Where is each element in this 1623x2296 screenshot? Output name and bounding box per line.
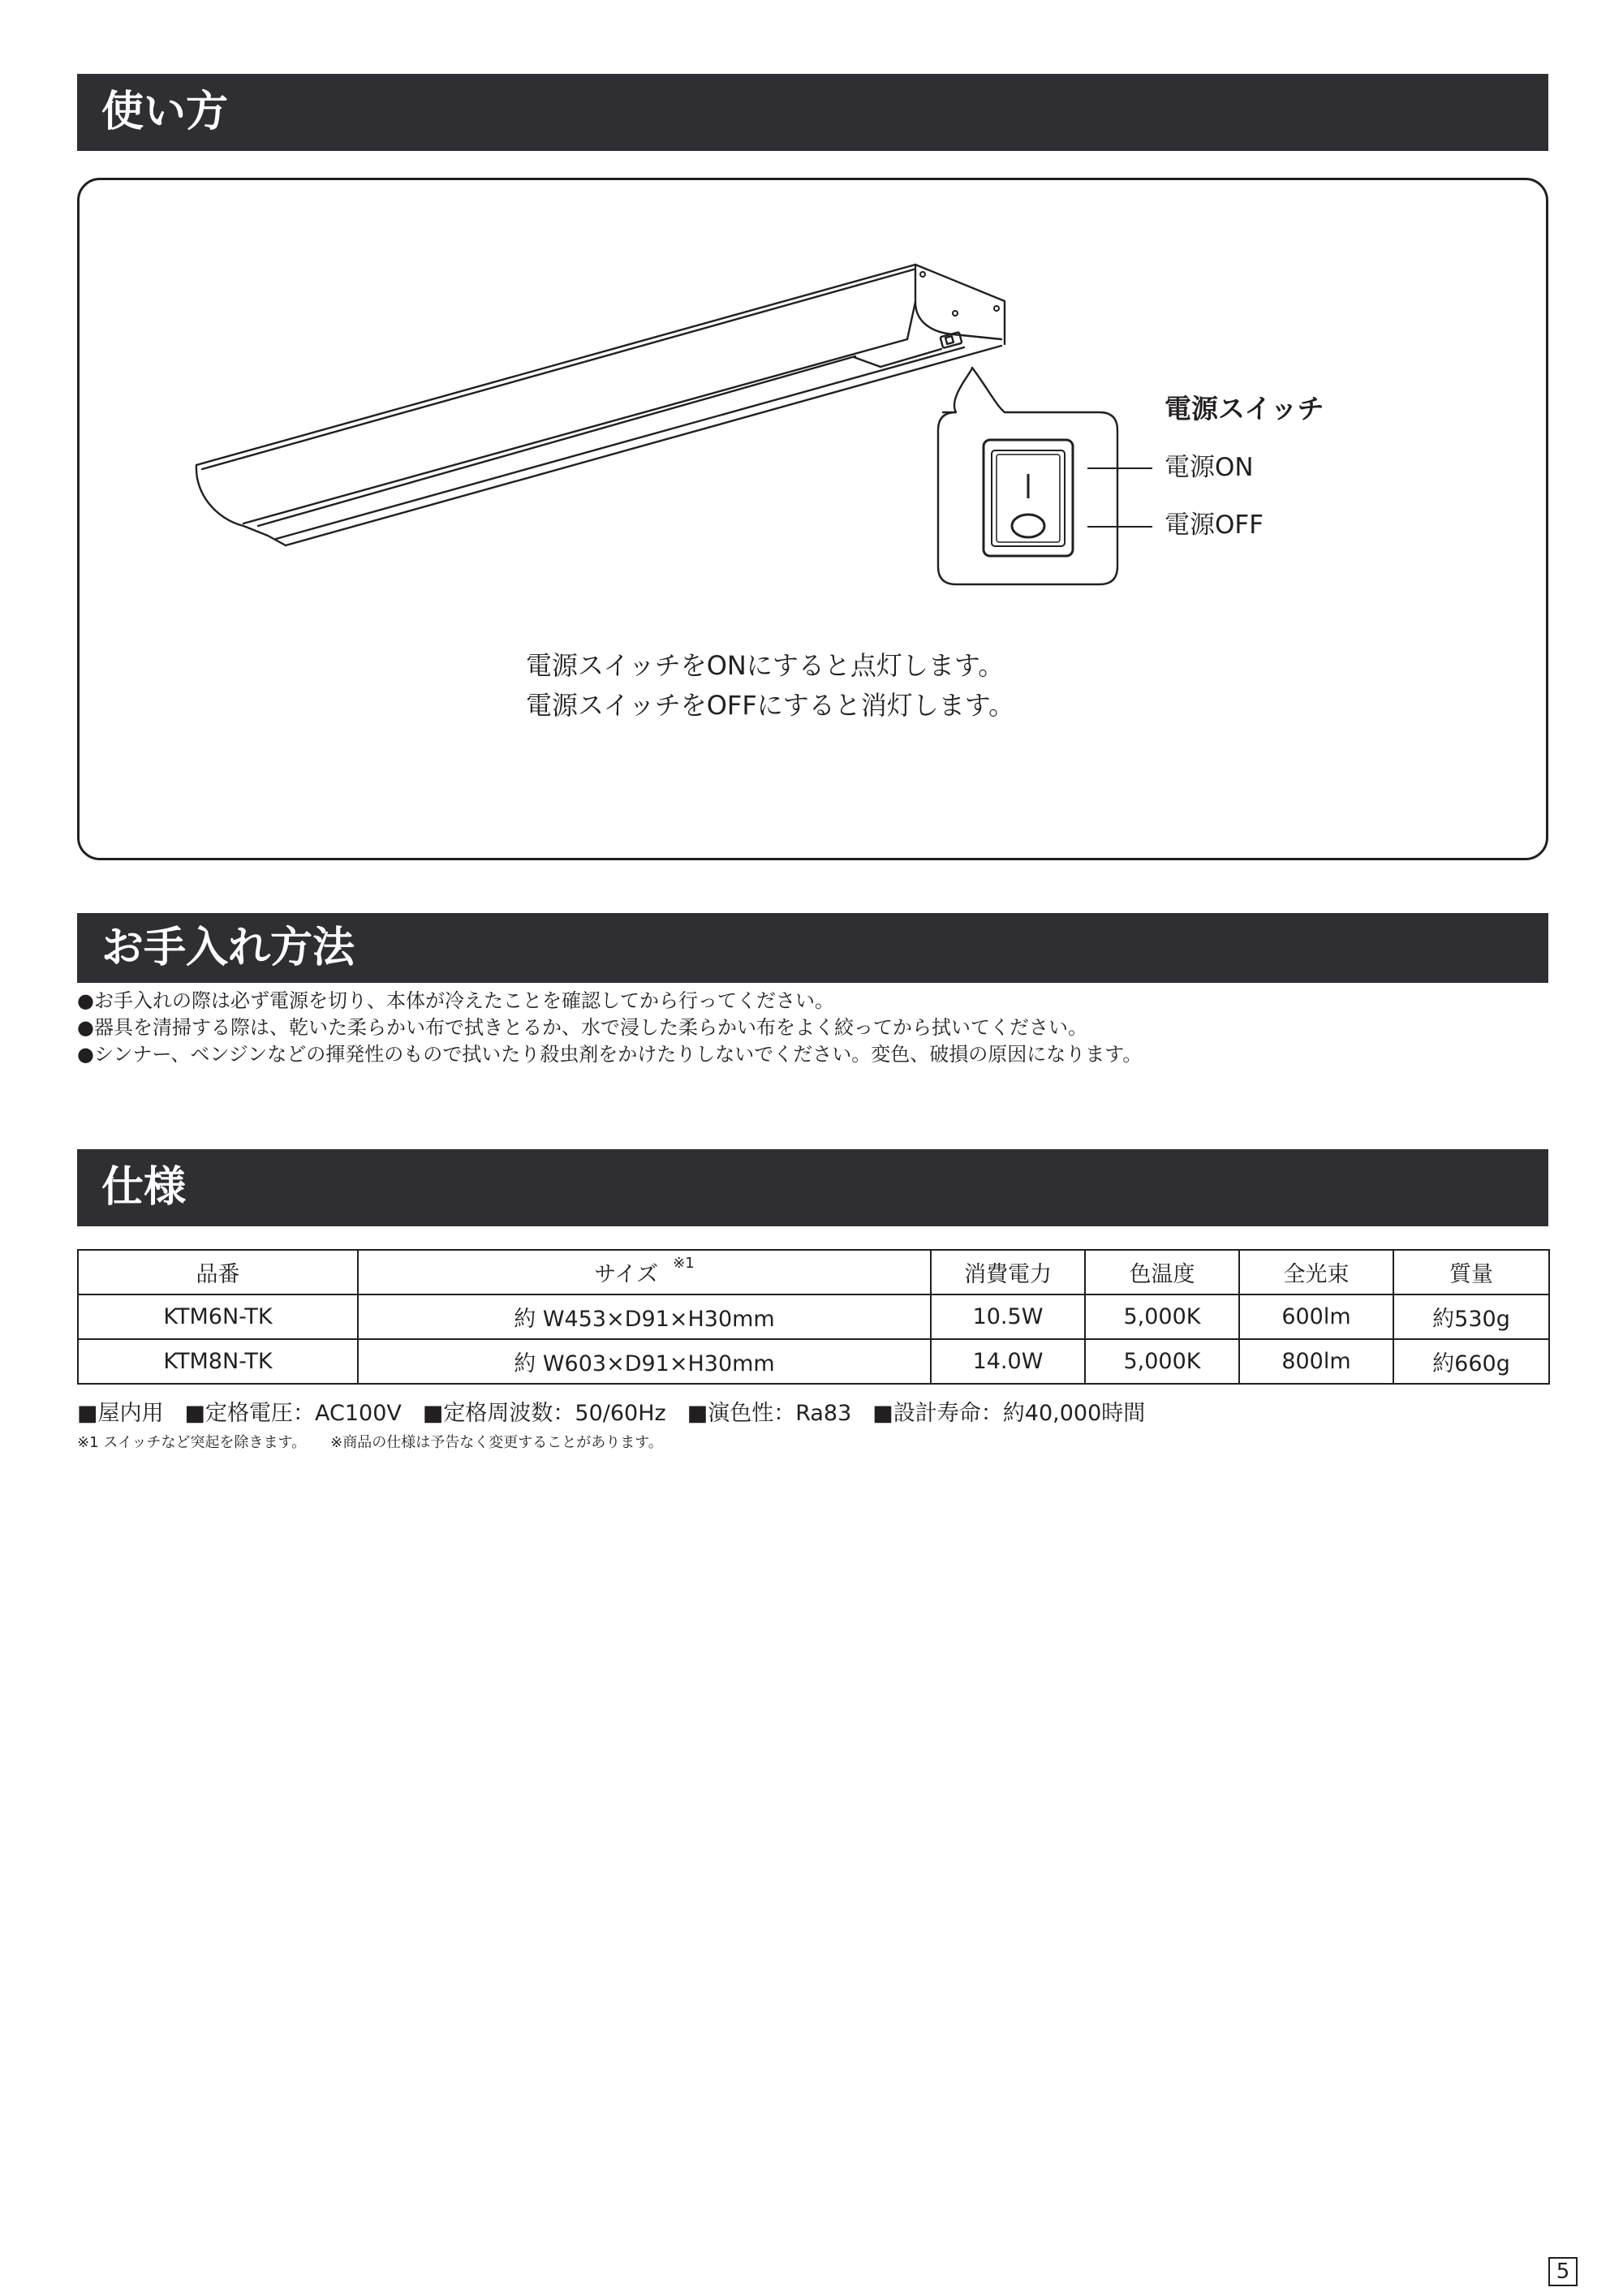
header-color-temp: 色温度	[1085, 1250, 1239, 1294]
cell-color-temp: 5,000K	[1085, 1339, 1239, 1384]
section-title-care: お手入れ方法	[77, 913, 1548, 983]
cell-model: KTM8N-TK	[78, 1339, 358, 1384]
page-number: 5	[1548, 2257, 1578, 2286]
care-item: ● シンナー、ベンジンなどの揮発性のもので拭いたり殺虫剤をかけたりしないでください。変色、破損の原因になります。	[77, 1041, 1142, 1068]
header-power: 消費電力	[931, 1250, 1085, 1294]
cell-power: 10.5W	[931, 1294, 1085, 1339]
spec-note: ■ 演色性：Ra83	[687, 1401, 852, 1426]
cell-luminous-flux: 800lm	[1239, 1339, 1393, 1384]
section-title-usage: 使い方	[77, 74, 1548, 151]
cell-size: 約 W603×D91×H30mm	[358, 1339, 931, 1384]
cell-weight: 約530g	[1393, 1294, 1549, 1339]
spec-notes	[77, 1399, 1166, 1428]
footnote: ※1 スイッチなど突起を除きます。	[77, 1434, 307, 1451]
section-title-spec: 仕様	[77, 1149, 1548, 1226]
table-row	[78, 1294, 1549, 1339]
spec-note: ■ 設計寿命：約40,000時間	[872, 1401, 1145, 1426]
header-size: サイズ $^{※1}$	[358, 1250, 931, 1294]
cell-size: 約 W453×D91×H30mm	[358, 1294, 931, 1339]
spec-table	[77, 1249, 1550, 1385]
cell-weight: 約660g	[1393, 1339, 1549, 1384]
header-weight: 質量	[1393, 1250, 1549, 1294]
footnote: ※商品の仕様は予告なく変更することがあります。	[330, 1434, 663, 1451]
light-fixture-illustration	[0, 0, 1623, 617]
switch-on-label: 電源ON	[1165, 453, 1254, 482]
cell-color-temp: 5,000K	[1085, 1294, 1239, 1339]
usage-instruction-on: 電源スイッチをONにすると点灯します。	[526, 650, 1005, 681]
switch-title: 電源スイッチ	[1165, 393, 1324, 424]
size-note-mark: ※1	[673, 1255, 695, 1272]
care-item: ● 器具を清掃する際は、乾いた柔らかい布で拭きとるか、水で浸した柔らかい布をよく絞ってから拭いてください。	[77, 1014, 1142, 1041]
cell-power: 14.0W	[931, 1339, 1085, 1384]
usage-instruction-off: 電源スイッチをOFFにすると消灯します。	[526, 690, 1015, 721]
cell-model: KTM6N-TK	[78, 1294, 358, 1339]
care-item: ● お手入れの際は必ず電源を切り、本体が冷えたことを確認してから行ってください。	[77, 988, 1142, 1014]
spec-note: ■ 屋内用	[77, 1401, 164, 1426]
care-instructions-list	[77, 988, 1142, 1068]
header-luminous-flux: 全光束	[1239, 1250, 1393, 1294]
switch-off-label: 電源OFF	[1165, 510, 1264, 540]
table-row	[78, 1339, 1549, 1384]
spec-footnotes	[77, 1432, 687, 1454]
spec-note: ■ 定格周波数：50/60Hz	[423, 1401, 666, 1426]
header-model: 品番	[78, 1250, 358, 1294]
cell-luminous-flux: 600lm	[1239, 1294, 1393, 1339]
table-header-row	[78, 1250, 1549, 1294]
spec-note: ■ 定格電圧：AC100V	[185, 1401, 402, 1426]
